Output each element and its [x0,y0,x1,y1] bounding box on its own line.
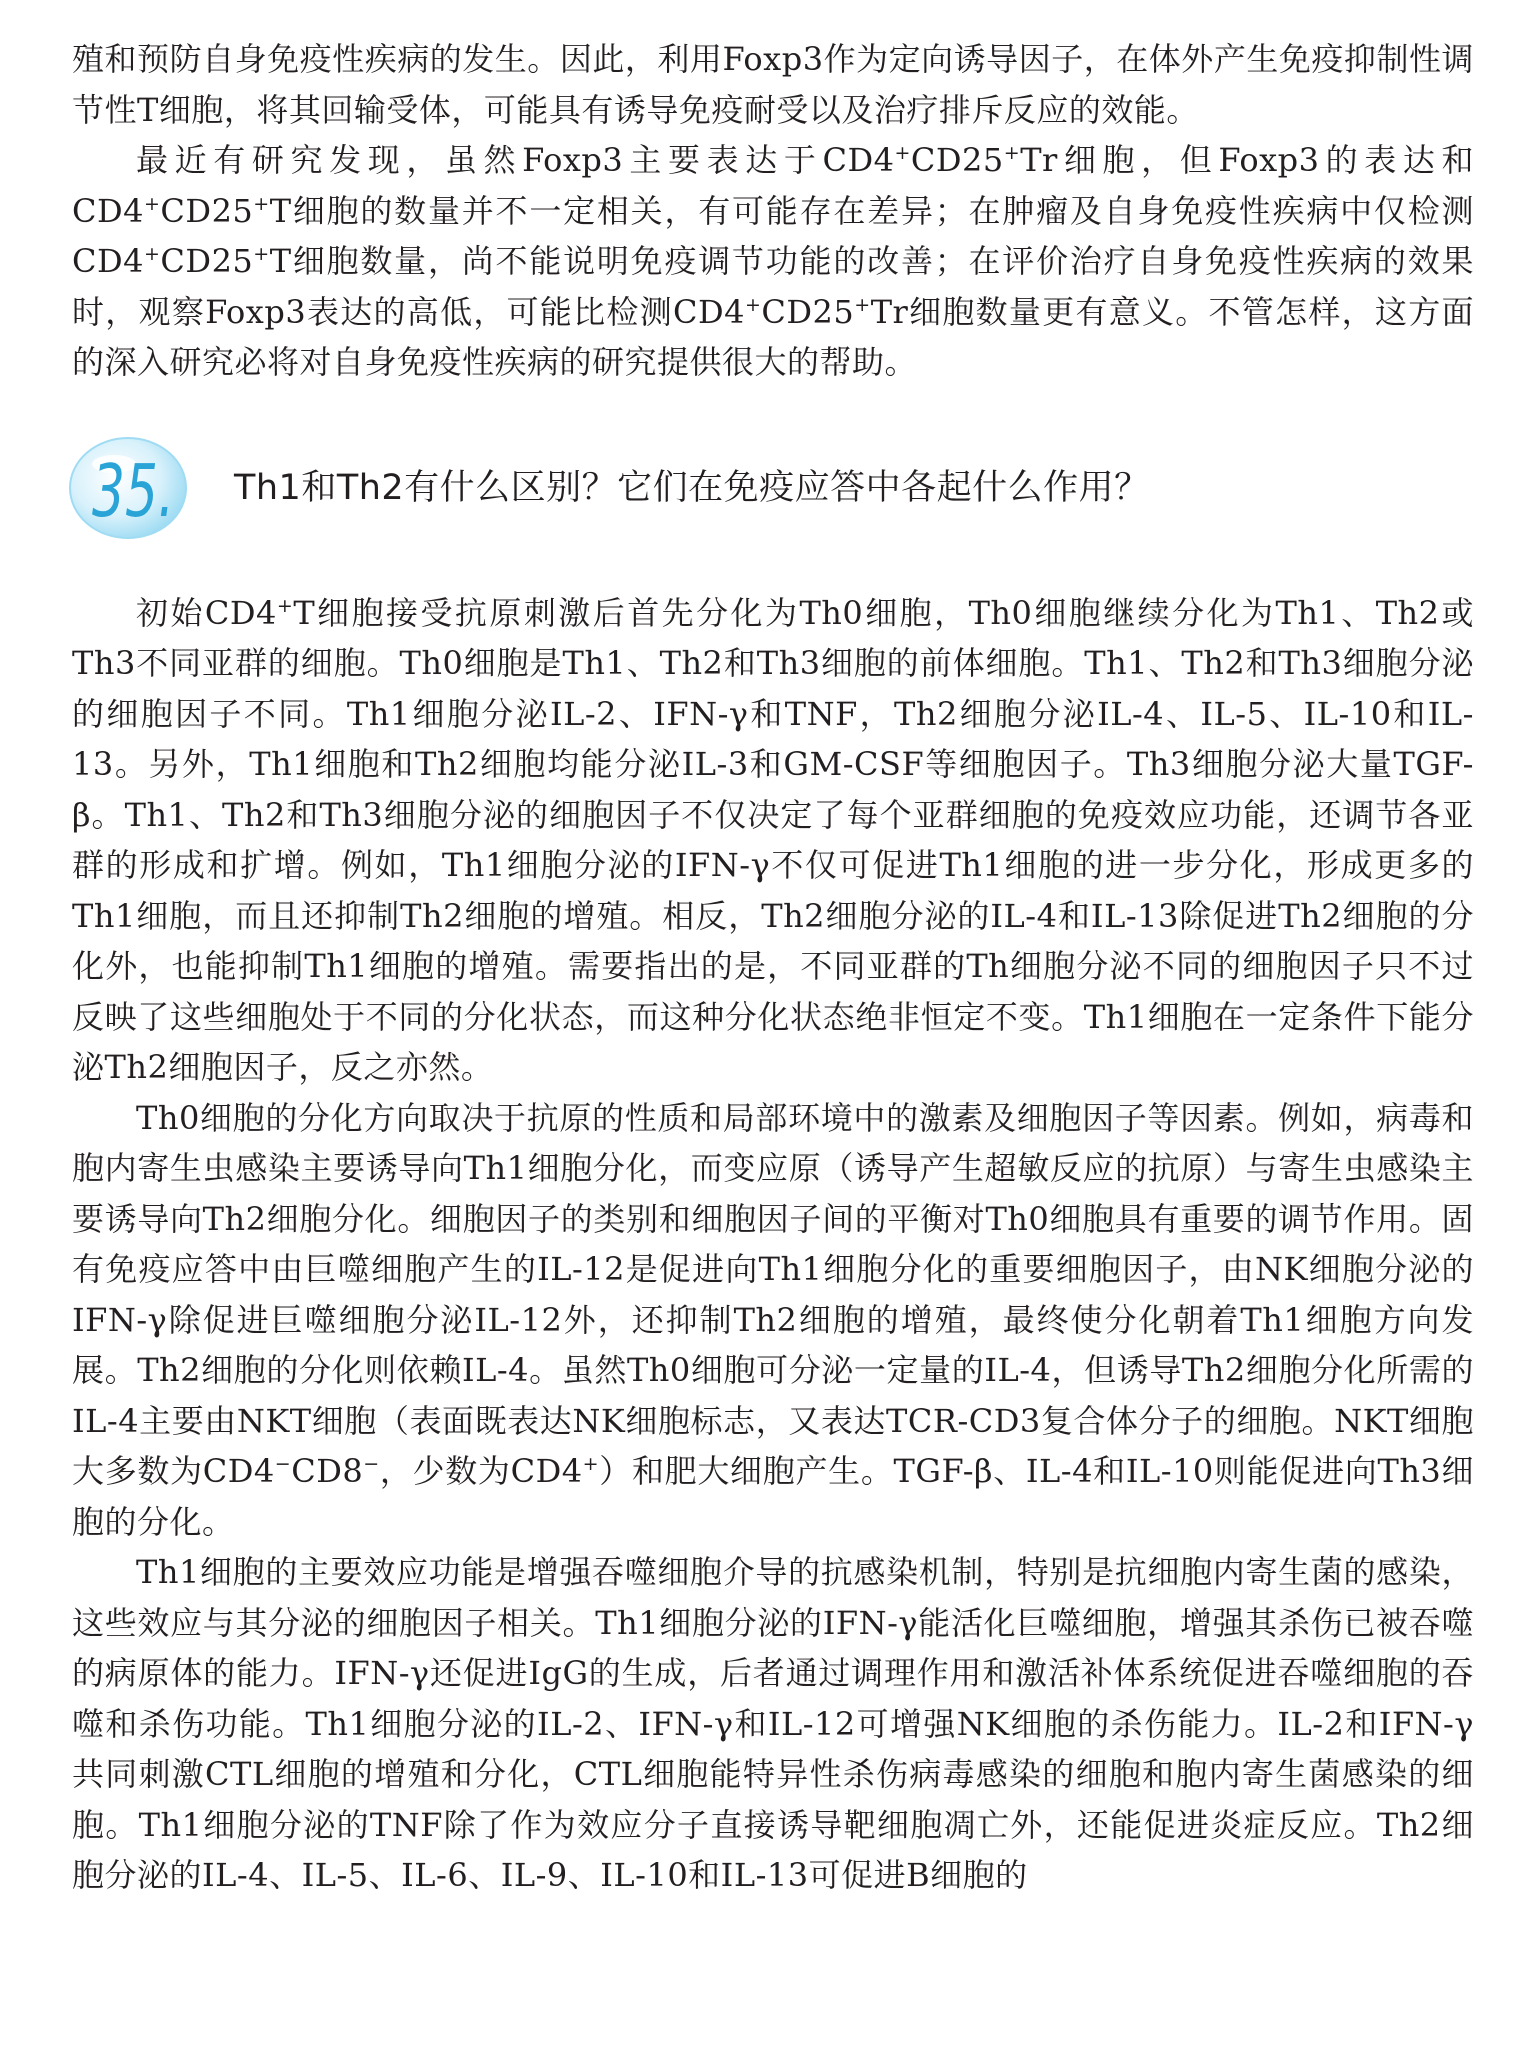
text-run: CD25 [160,191,254,230]
section-header [72,432,1474,542]
section-title: Th1和Th2有什么区别？它们在免疫应答中各起什么作用？ [234,467,1150,508]
text-run: 初始CD4 [136,593,277,632]
text-run: CD25 [761,292,855,331]
superscript: − [363,1453,380,1475]
section-number: 35. [92,449,175,534]
superscript: + [253,192,270,215]
superscript: − [274,1453,292,1475]
text-run: ，少数为CD4 [379,1452,583,1490]
body-paragraph-2 [72,1093,1474,1548]
text-run: CD25 [160,242,254,280]
superscript: + [144,243,161,265]
body-paragraph-1 [72,588,1474,1093]
text-run: Tr细胞数量更有意义。不管怎样，这方面的深入研究必将对自身免疫性疾病的研究提供很大的帮助。 [72,292,1474,381]
body-paragraph-3: Th1细胞的主要效应功能是增强吞噬细胞介导的抗感染机制，特别是抗细胞内寄生菌的感染，这些效应与其分泌的细胞因子相关。Th1细胞分泌的IFN-γ能活化巨噬细胞，增强其杀伤已被吞噬的病原体的能力。IFN-γ还促进IgG的生成，后者通过调理作用和激活补体系统促进吞噬细胞的吞噬和杀伤功能。Th1细胞分泌的IL-2、IFN-γ和IL-12可增强NK细胞的杀伤能力。IL-2和IFN-γ共同刺激CTL细胞的增殖和分化，CTL细胞能特异性杀伤病毒感染的细胞和胞内寄生菌感染的细胞。Th1细胞分泌的TNF除了作为效应分子直接诱导靶细胞凋亡外，还能促进炎症反应。Th2细胞分泌的IL-4、IL-5、IL-6、IL-9、IL-10和IL-13可促进B细胞的 [72,1553,1474,1894]
superscript: + [144,192,161,215]
text-run: T细胞数量，尚不能说明免疫调节功能的改善；在评价治疗自身免疫性疾病的效果时，观察Foxp3表达的高低，可能比检测CD4 [72,242,1474,331]
text-run: T细胞接受抗原刺激后首先分化为Th0细胞，Th0细胞继续分化为Th1、Th2或Th3不同亚群的细胞。Th0细胞是Th1、Th2和Th3细胞的前体细胞。Th1、Th2和Th3细胞分泌的细胞因子不同。Th1细胞分泌IL-2、IFN-γ和TNF，Th2细胞分泌IL-4、IL-5、IL-10和IL-13。另外，Th1细胞和Th2细胞均能分泌IL-3和GM-CSF等细胞因子。Th3细胞分泌大量TGF-β。Th1、Th2和Th3细胞分泌的细胞因子不仅决定了每个亚群细胞的免疫效应功能，还调节各亚群的形成和扩增。例如，Th1细胞分泌的IFN-γ不仅可促进Th1细胞的进一步分化，形成更多的Th1细胞，而且还抑制Th2细胞的增殖。相反，Th2细胞分泌的IL-4和IL-13除促进Th2细胞的分化外，也能抑制Th1细胞的增殖。需要指出的是，不同亚群的Th细胞分泌不同的细胞因子只不过反映了这些细胞处于不同的分化状态，而这种分化状态绝非恒定不变。Th1细胞在一定条件下能分泌Th2细胞因子，反之亦然。 [72,593,1474,1086]
text-run: Th0细胞的分化方向取决于抗原的性质和局部环境中的激素及细胞因子等因素。例如，病毒和胞内寄生虫感染主要诱导向Th1细胞分化，而变应原（诱导产生超敏反应的抗原）与寄生虫感染主要诱导向Th2细胞分化。细胞因子的类别和细胞因子间的平衡对Th0细胞具有重要的调节作用。固有免疫应答中由巨噬细胞产生的IL-12是促进向Th1细胞分化的重要细胞因子，由NK细胞分泌的IFN-γ除促进巨噬细胞分泌IL-12外，还抑制Th2细胞的增殖，最终使分化朝着Th1细胞方向发展。Th2细胞的分化则依赖IL-4。虽然Th0细胞可分泌一定量的IL-4，但诱导Th2细胞分化所需的IL-4主要由NKT细胞（表面既表达NK细胞标志，又表达TCR-CD3复合体分子的细胞。NKT细胞大多数为CD4 [72,1098,1474,1490]
text-run: 最近有研究发现，虽然Foxp3主要表达于CD4 [136,141,895,179]
text-run: CD8 [291,1452,364,1490]
text-run: CD25 [910,141,1004,179]
text-run: Tr细胞，但Foxp3的表达和CD4 [72,141,1474,230]
section-number-badge [66,432,216,542]
text-run: ）和肥大细胞产生。TGF-β、IL-4和IL-10则能促进向Th3细胞的分化。 [72,1452,1474,1541]
superscript: + [854,293,871,316]
intro-paragraph-2 [72,135,1474,388]
intro-paragraph-1: 殖和预防自身免疫性疾病的发生。因此，利用Foxp3作为定向诱导因子，在体外产生免疫抑制性调节性T细胞，将其回输受体，可能具有诱导免疫耐受以及治疗排斥反应的效能。 [72,40,1474,129]
page-content [72,34,1474,1901]
superscript: + [1003,142,1021,164]
superscript: + [744,293,762,316]
superscript: + [253,243,270,265]
superscript: + [276,594,294,617]
superscript: + [894,142,911,164]
superscript: + [582,1453,600,1475]
text-run: T细胞的数量并不一定相关，有可能存在差异；在肿瘤及自身免疫性疾病中仅检测CD4 [72,191,1474,280]
